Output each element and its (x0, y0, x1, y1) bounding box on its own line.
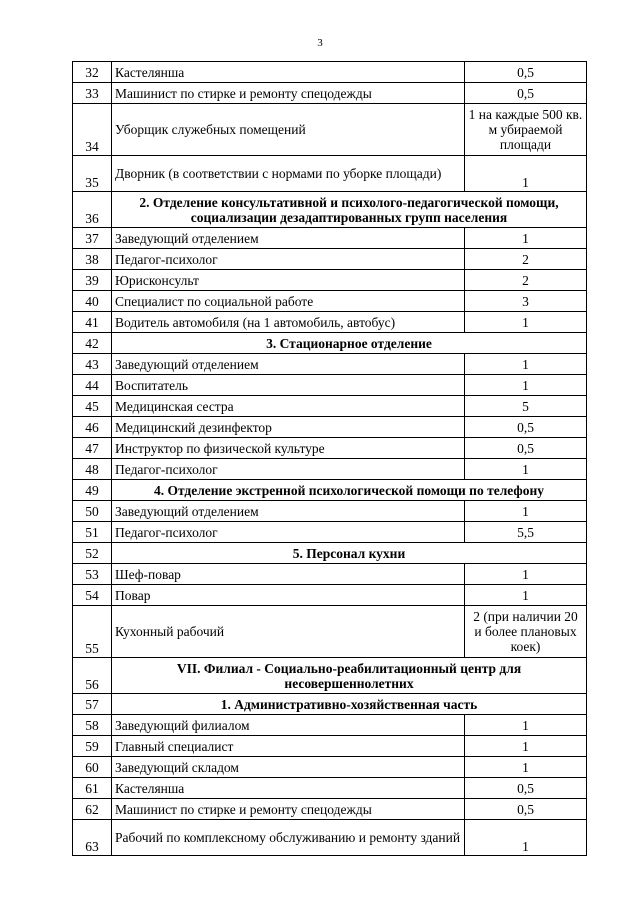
staff-quantity: 3 (465, 291, 587, 312)
table-row (73, 62, 587, 83)
row-number: 32 (73, 62, 112, 83)
staff-quantity: 2 (465, 249, 587, 270)
row-number: 53 (73, 564, 112, 585)
table-row (73, 104, 587, 156)
table-row (73, 522, 587, 543)
row-number: 56 (73, 658, 112, 694)
table-row (73, 606, 587, 658)
staff-quantity: 1 (465, 585, 587, 606)
position-name: Машинист по стирке и ремонту спецодежды (112, 83, 465, 104)
table-row (73, 585, 587, 606)
row-number: 63 (73, 820, 112, 856)
staff-quantity: 0,5 (465, 438, 587, 459)
staff-quantity: 0,5 (465, 778, 587, 799)
staff-quantity: 0,5 (465, 83, 587, 104)
staff-quantity: 1 (465, 459, 587, 480)
row-number: 62 (73, 799, 112, 820)
position-name: Заведующий отделением (112, 354, 465, 375)
position-name: Воспитатель (112, 375, 465, 396)
page-number: 3 (317, 37, 323, 49)
table-row (73, 375, 587, 396)
table-row (73, 156, 587, 192)
position-name: Дворник (в соответствии с нормами по уборке площади) (112, 156, 465, 192)
table-row (73, 83, 587, 104)
section-heading: VII. Филиал - Социально-реабилитационный центр для несовершеннолетних (112, 658, 587, 694)
staff-quantity: 0,5 (465, 62, 587, 83)
table-row (73, 501, 587, 522)
position-name: Инструктор по физической культуре (112, 438, 465, 459)
section-row (73, 480, 587, 501)
table-row (73, 757, 587, 778)
staff-quantity: 5,5 (465, 522, 587, 543)
row-number: 33 (73, 83, 112, 104)
table-row (73, 249, 587, 270)
table-row (73, 396, 587, 417)
row-number: 37 (73, 228, 112, 249)
row-number: 55 (73, 606, 112, 658)
section-heading: 1. Административно-хозяйственная часть (112, 694, 587, 715)
staff-quantity: 1 на каждые 500 кв. м убираемой площади (465, 104, 587, 156)
table-row (73, 438, 587, 459)
row-number: 51 (73, 522, 112, 543)
row-number: 57 (73, 694, 112, 715)
position-name: Заведующий отделением (112, 501, 465, 522)
table-row (73, 564, 587, 585)
staffing-table (72, 61, 587, 856)
section-heading: 4. Отделение экстренной психологической помощи по телефону (112, 480, 587, 501)
staff-quantity: 1 (465, 564, 587, 585)
section-row (73, 192, 587, 228)
position-name: Заведующий складом (112, 757, 465, 778)
position-name: Главный специалист (112, 736, 465, 757)
position-name: Медицинская сестра (112, 396, 465, 417)
section-row (73, 658, 587, 694)
staff-quantity: 1 (465, 501, 587, 522)
staff-quantity: 1 (465, 715, 587, 736)
staff-quantity: 1 (465, 736, 587, 757)
staff-quantity: 2 (при наличии 20 и более плановых коек) (465, 606, 587, 658)
section-heading: 2. Отделение консультативной и психолого-педагогической помощи, социализации дезадаптированных групп населения (112, 192, 587, 228)
table-row (73, 799, 587, 820)
section-heading: 5. Персонал кухни (112, 543, 587, 564)
table-row (73, 354, 587, 375)
staff-quantity: 0,5 (465, 417, 587, 438)
table-row (73, 312, 587, 333)
staff-quantity: 1 (465, 354, 587, 375)
row-number: 54 (73, 585, 112, 606)
position-name: Кухонный рабочий (112, 606, 465, 658)
table-row (73, 459, 587, 480)
row-number: 50 (73, 501, 112, 522)
row-number: 36 (73, 192, 112, 228)
row-number: 44 (73, 375, 112, 396)
position-name: Кастелянша (112, 62, 465, 83)
table-row (73, 778, 587, 799)
row-number: 38 (73, 249, 112, 270)
staff-quantity: 1 (465, 156, 587, 192)
staff-quantity: 1 (465, 820, 587, 856)
table-row (73, 270, 587, 291)
table-row (73, 715, 587, 736)
position-name: Заведующий филиалом (112, 715, 465, 736)
position-name: Шеф-повар (112, 564, 465, 585)
row-number: 60 (73, 757, 112, 778)
row-number: 42 (73, 333, 112, 354)
section-heading: 3. Стационарное отделение (112, 333, 587, 354)
row-number: 58 (73, 715, 112, 736)
position-name: Юрисконсульт (112, 270, 465, 291)
staff-quantity: 1 (465, 375, 587, 396)
row-number: 35 (73, 156, 112, 192)
staff-quantity: 1 (465, 228, 587, 249)
position-name: Машинист по стирке и ремонту спецодежды (112, 799, 465, 820)
row-number: 45 (73, 396, 112, 417)
position-name: Педагог-психолог (112, 459, 465, 480)
position-name: Специалист по социальной работе (112, 291, 465, 312)
staff-quantity: 1 (465, 757, 587, 778)
table-row (73, 736, 587, 757)
row-number: 61 (73, 778, 112, 799)
row-number: 39 (73, 270, 112, 291)
row-number: 59 (73, 736, 112, 757)
row-number: 34 (73, 104, 112, 156)
position-name: Уборщик служебных помещений (112, 104, 465, 156)
table-row (73, 820, 587, 856)
position-name: Заведующий отделением (112, 228, 465, 249)
staff-quantity: 2 (465, 270, 587, 291)
position-name: Педагог-психолог (112, 522, 465, 543)
table-row (73, 417, 587, 438)
table-row (73, 291, 587, 312)
row-number: 46 (73, 417, 112, 438)
section-row (73, 333, 587, 354)
position-name: Педагог-психолог (112, 249, 465, 270)
position-name: Водитель автомобиля (на 1 автомобиль, автобус) (112, 312, 465, 333)
row-number: 41 (73, 312, 112, 333)
row-number: 40 (73, 291, 112, 312)
section-row (73, 694, 587, 715)
position-name: Рабочий по комплексному обслуживанию и ремонту зданий (112, 820, 465, 856)
row-number: 48 (73, 459, 112, 480)
staff-quantity: 5 (465, 396, 587, 417)
section-row (73, 543, 587, 564)
position-name: Медицинский дезинфектор (112, 417, 465, 438)
row-number: 49 (73, 480, 112, 501)
position-name: Повар (112, 585, 465, 606)
staff-quantity: 1 (465, 312, 587, 333)
staff-quantity: 0,5 (465, 799, 587, 820)
row-number: 47 (73, 438, 112, 459)
table-row (73, 228, 587, 249)
row-number: 43 (73, 354, 112, 375)
row-number: 52 (73, 543, 112, 564)
position-name: Кастелянша (112, 778, 465, 799)
